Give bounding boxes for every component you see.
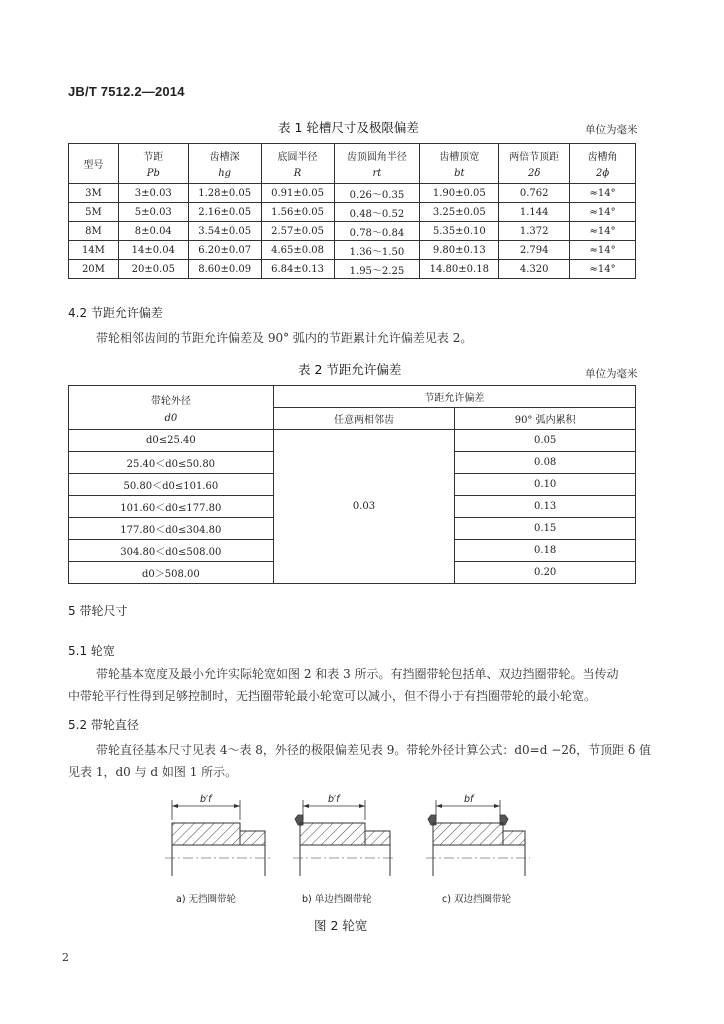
- table-cell: 0.20: [455, 562, 636, 584]
- dim-label-b: b′f: [328, 794, 340, 805]
- table-cell: 25.40＜d0≤50.80: [69, 452, 274, 474]
- page-number: 2: [62, 951, 69, 964]
- figure2-title: 图 2 轮宽: [314, 918, 368, 933]
- table-cell: 4.65±0.08: [261, 241, 334, 260]
- figure2-caption-c: c) 双边挡圈带轮: [442, 894, 511, 905]
- table-cell: 3M: [69, 184, 119, 203]
- table2-header-arc: 90° 弧内累积: [455, 408, 636, 430]
- table-cell: 2.794: [499, 241, 570, 260]
- section-5-2-text-line1: 带轮直径基本尺寸见表 4～表 8，外径的极限偏差见表 9。带轮外径计算公式：d0=d −2δ，节顶距 δ 值: [96, 743, 651, 757]
- table-cell: 8M: [69, 222, 119, 241]
- table-cell: ≈14°: [570, 222, 636, 241]
- table1-header-double-pld: 两倍节顶距 2δ: [499, 144, 570, 184]
- table-cell: 1.90±0.05: [420, 184, 499, 203]
- table-cell: ≈14°: [570, 184, 636, 203]
- table2-caption: 表 2 节距允许偏差: [298, 362, 402, 377]
- table-cell: 1.36～1.50: [334, 241, 420, 260]
- table2-header-pitch-tolerance: 节距允许偏差: [273, 386, 635, 408]
- table-cell: 177.80＜d0≤304.80: [69, 518, 274, 540]
- section-4-2-title: 4.2 节距允许偏差: [68, 306, 163, 320]
- table-cell: 3.54±0.05: [188, 222, 261, 241]
- table-row: [69, 430, 636, 452]
- section-5-2-text-line2: 见表 1，d0 与 d 如图 1 所示。: [68, 765, 238, 779]
- table1-header-pitch: 节距 Pb: [118, 144, 188, 184]
- table-cell: 20±0.05: [118, 260, 188, 279]
- table-cell: 1.372: [499, 222, 570, 241]
- table-cell: 8.60±0.09: [188, 260, 261, 279]
- table-cell: 1.95～2.25: [334, 260, 420, 279]
- table1-header-groove-depth: 齿槽深 hg: [188, 144, 261, 184]
- table1-caption: 表 1 轮槽尺寸及极限偏差: [278, 120, 419, 135]
- table2: [68, 385, 636, 584]
- table1-header-tip-radius: 齿顶圆角半径 rt: [334, 144, 420, 184]
- table-cell: 0.18: [455, 540, 636, 562]
- table-cell: ≈14°: [570, 241, 636, 260]
- table-cell: 8±0.04: [118, 222, 188, 241]
- table2-adjacent-value: 0.03: [273, 430, 455, 584]
- table-cell: 2.57±0.05: [261, 222, 334, 241]
- table-cell: 14±0.04: [118, 241, 188, 260]
- table-cell: 0.10: [455, 474, 636, 496]
- table-cell: 0.91±0.05: [261, 184, 334, 203]
- pulley-c-drawing: [426, 800, 530, 876]
- table-cell: 1.28±0.05: [188, 184, 261, 203]
- section-5-title: 5 带轮尺寸: [68, 604, 128, 618]
- table-row: [69, 203, 636, 222]
- table-cell: 1.56±0.05: [261, 203, 334, 222]
- table-cell: 5±0.03: [118, 203, 188, 222]
- table-cell: 5.35±0.10: [420, 222, 499, 241]
- figure2-drawing: [160, 788, 540, 888]
- table1-header-groove-angle: 齿槽角 2ϕ: [570, 144, 636, 184]
- table1-header-row: [69, 144, 636, 184]
- table-cell: 3.25±0.05: [420, 203, 499, 222]
- table-row: [69, 241, 636, 260]
- table-cell: 0.48～0.52: [334, 203, 420, 222]
- figure2-caption-b: b) 单边挡圈带轮: [302, 894, 372, 905]
- table1-header-bottom-radius: 底圆半径 R: [261, 144, 334, 184]
- table-row: [69, 260, 636, 279]
- table-cell: 0.26～0.35: [334, 184, 420, 203]
- section-5-1-text-line2: 中带轮平行性得到足够控制时，无挡圈带轮最小轮宽可以减小，但不得小于有挡圈带轮的最小轮宽。: [68, 689, 597, 703]
- table-cell: 14.80±0.18: [420, 260, 499, 279]
- table-row: [69, 222, 636, 241]
- table-cell: 20M: [69, 260, 119, 279]
- standard-number: JB/T 7512.2—2014: [68, 84, 185, 99]
- table-cell: 101.60＜d0≤177.80: [69, 496, 274, 518]
- table-cell: 6.84±0.13: [261, 260, 334, 279]
- table2-header-row: [69, 386, 636, 408]
- section-5-1-title: 5.1 轮宽: [68, 644, 115, 658]
- table-cell: 4.320: [499, 260, 570, 279]
- table-cell: 0.15: [455, 518, 636, 540]
- table2-header-outer-diameter: 带轮外径 d0: [69, 386, 274, 430]
- table-cell: 14M: [69, 241, 119, 260]
- table-cell: 6.20±0.07: [188, 241, 261, 260]
- table-cell: d0≤25.40: [69, 430, 274, 452]
- table-cell: ≈14°: [570, 260, 636, 279]
- table-cell: 2.16±0.05: [188, 203, 261, 222]
- dim-label-a: b′f: [200, 794, 212, 805]
- table-row: [69, 184, 636, 203]
- table-cell: 9.80±0.13: [420, 241, 499, 260]
- dim-label-c: bf: [464, 794, 474, 805]
- table-cell: 0.08: [455, 452, 636, 474]
- table-cell: 5M: [69, 203, 119, 222]
- table1-unit: 单位为毫米: [585, 124, 638, 136]
- table-cell: 304.80＜d0≤508.00: [69, 540, 274, 562]
- table2-unit: 单位为毫米: [585, 368, 638, 380]
- table-cell: 50.80＜d0≤101.60: [69, 474, 274, 496]
- pulley-a-drawing: [165, 800, 270, 876]
- figure2-caption-a: a) 无挡圈带轮: [176, 894, 237, 905]
- table-cell: d0＞508.00: [69, 562, 274, 584]
- table1-header-top-width: 齿槽顶宽 bt: [420, 144, 499, 184]
- table2-header-adjacent: 任意两相邻齿: [273, 408, 455, 430]
- pulley-b-drawing: [293, 800, 395, 876]
- table-cell: 3±0.03: [118, 184, 188, 203]
- table-cell: 0.13: [455, 496, 636, 518]
- section-4-2-text: 带轮相邻齿间的节距允许偏差及 90° 弧内的节距累计允许偏差见表 2。: [96, 331, 473, 345]
- section-5-2-title: 5.2 带轮直径: [68, 718, 139, 732]
- table1-header-model: 型号: [69, 144, 119, 184]
- table1: [68, 143, 636, 279]
- table-cell: 0.78～0.84: [334, 222, 420, 241]
- section-5-1-text-line1: 带轮基本宽度及最小允许实际轮宽如图 2 和表 3 所示。有挡圈带轮包括单、双边挡圈带轮。当传动: [96, 667, 619, 681]
- table-cell: 1.144: [499, 203, 570, 222]
- table-cell: ≈14°: [570, 203, 636, 222]
- table-cell: 0.762: [499, 184, 570, 203]
- table-cell: 0.05: [455, 430, 636, 452]
